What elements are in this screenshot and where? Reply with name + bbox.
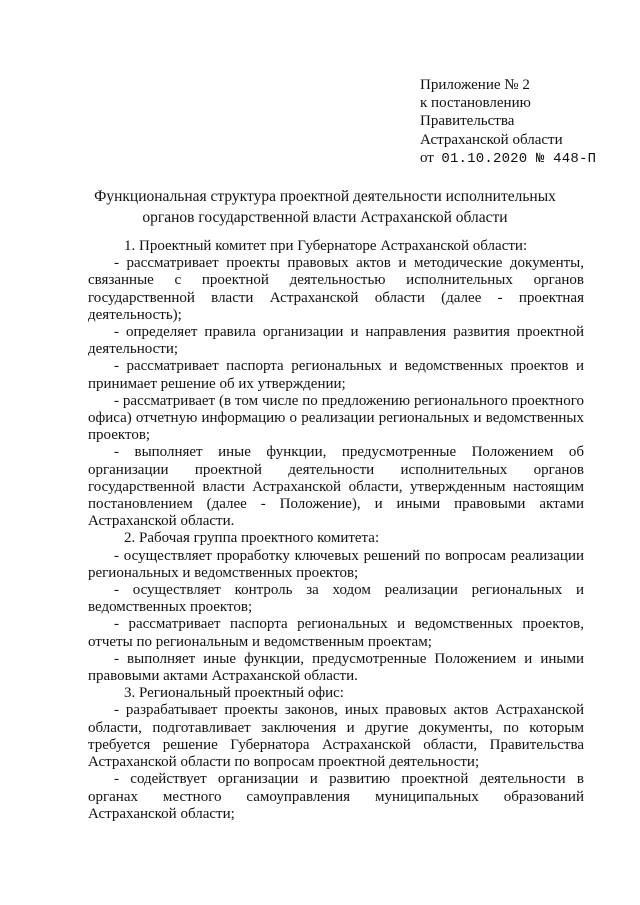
annex-government: Правительства bbox=[420, 113, 515, 130]
document-title bbox=[80, 186, 570, 228]
section-3-item: - содействует организации и развитию проектной деятельности в органах местного самоуправления муниципальных образований Астраханской области; bbox=[88, 771, 584, 822]
section-1-item: - определяет правила организации и направления развития проектной деятельности; bbox=[88, 324, 584, 358]
section-2-heading: 2. Рабочая группа проектного комитета: bbox=[124, 530, 380, 547]
annex-header bbox=[420, 76, 596, 168]
annex-region: Астраханской области bbox=[420, 131, 563, 148]
document-body bbox=[88, 238, 584, 823]
section-1-item: - выполняет иные функции, предусмотренные Положением об организации проектной деятельности исполнительных органов государственной власти Астраханской области, утвержденным настоящим постановлением (далее - Положение), и иными правовыми актами Астраханской области. bbox=[88, 444, 584, 530]
annex-resolution: к постановлению bbox=[420, 95, 531, 112]
section-2-item: - выполняет иные функции, предусмотренные Положением и иными правовыми актами Астраханской области. bbox=[88, 650, 584, 685]
section-2-item: - рассматривает паспорта региональных и ведомственных проектов, отчеты по региональным и ведомственным проектам; bbox=[88, 616, 584, 650]
section-3-item: - разрабатывает проекты законов, иных правовых актов Астраханской области, подготавливает заключения и другие документы, по которым требуется решение Губернатора Астраханской области, Правительства Астраханской области по вопросам проектной деятельности; bbox=[88, 702, 584, 771]
section-1-item: - рассматривает (в том числе по предложению регионального проектного офиса) отчетную информацию о реализации региональных и ведомственных проектов; bbox=[88, 392, 584, 444]
section-1-item: - рассматривает паспорта региональных и ведомственных проектов и принимает решение об их утверждении; bbox=[88, 358, 584, 392]
annex-date-line bbox=[420, 149, 596, 168]
annex-date-number: 01.10.2020 № 448-П bbox=[441, 150, 597, 167]
section-3-heading: 3. Региональный проектный офис: bbox=[124, 685, 344, 702]
annex-from-label: от bbox=[420, 149, 434, 166]
title-line-1: Функциональная структура проектной деятельности исполнительных bbox=[94, 188, 556, 205]
section-2-item: - осуществляет проработку ключевых решений по вопросам реализации региональных и ведомственных проектов; bbox=[88, 547, 584, 581]
annex-number: Приложение № 2 bbox=[420, 77, 530, 93]
title-line-2: органов государственной власти Астраханской области bbox=[142, 209, 508, 226]
section-1-heading: 1. Проектный комитет при Губернаторе Астраханской области: bbox=[124, 238, 528, 254]
section-2-item: - осуществляет контроль за ходом реализации региональных и ведомственных проектов; bbox=[88, 582, 584, 616]
section-1-item: - рассматривает проекты правовых актов и методические документы, связанные с проектной деятельностью исполнительных органов государственной власти Астраханской области (далее - проектная деятельность); bbox=[88, 255, 584, 323]
